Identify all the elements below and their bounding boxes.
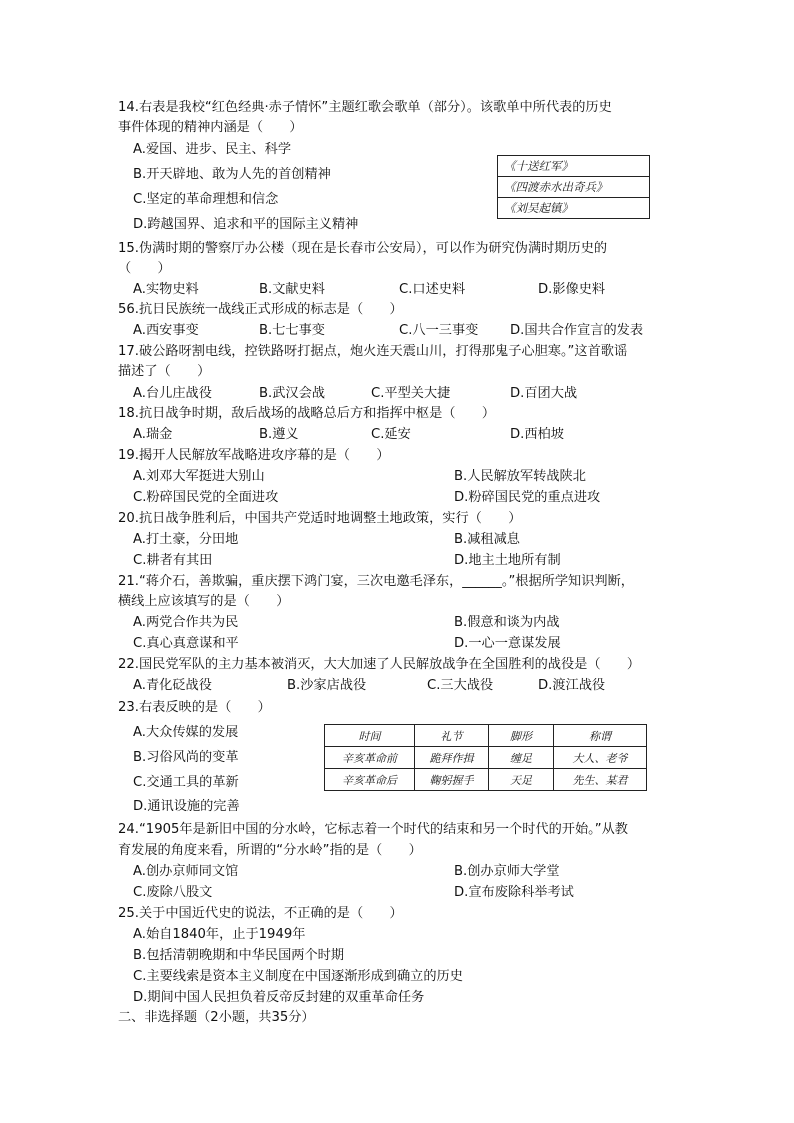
q25-option-b: B.包括清朝晚期和中华民国两个时期: [133, 948, 345, 963]
q17-option-b: B.武汉会战: [259, 386, 325, 401]
table-header: 时间: [325, 725, 415, 747]
q14-song: 《十送红军》: [498, 156, 650, 177]
table-cell: 辛亥革命前: [325, 747, 415, 769]
table-cell: 缠足: [489, 747, 554, 769]
q23-stem: 23.右表反映的是（ ）: [118, 700, 271, 715]
q15-option-c: C.口述史料: [399, 282, 466, 297]
q22-option-a: A.青化砭战役: [133, 678, 212, 693]
q21-option-b: B.假意和谈为内战: [454, 615, 560, 630]
q15-option-d: D.影像史料: [538, 282, 606, 297]
q14-option-b: B.开天辟地、敢为人先的首创精神: [133, 167, 331, 182]
table-header: 脚形: [489, 725, 554, 747]
q19-option-c: C.粉碎国民党的全面进攻: [133, 490, 279, 505]
q15-option-b: B.文献史料: [259, 282, 325, 297]
table-cell: 辛亥革命后: [325, 769, 415, 791]
q24-stem-line1: 24.“1905年是新旧中国的分水岭，它标志着一个时代的结束和另一个时代的开始。”从教: [118, 822, 628, 837]
q18-option-c: C.延安: [371, 427, 411, 442]
q19-stem: 19.揭开人民解放军战略进攻序幕的是（ ）: [118, 448, 390, 463]
q16-stem: 56.抗日民族统一战线正式形成的标志是（ ）: [118, 302, 403, 317]
q20-option-b: B.减租减息: [454, 532, 520, 547]
table-cell: 跪拜作揖: [415, 747, 489, 769]
q22-option-d: D.渡江战役: [538, 678, 606, 693]
q15-option-a: A.实物史料: [133, 282, 199, 297]
q16-option-c: C.八一三事变: [399, 323, 479, 338]
q22-stem: 22.国民党军队的主力基本被消灭，大大加速了人民解放战争在全国胜利的战役是（ ）: [118, 657, 641, 672]
q25-stem: 25.关于中国近代史的说法，不正确的是（ ）: [118, 906, 403, 921]
section-two-heading: 二、非选择题（2小题，共35分）: [118, 1010, 315, 1025]
q17-option-a: A.台儿庄战役: [133, 386, 212, 401]
q24-stem-line2: 育发展的角度来看，所谓的“分水岭”指的是（ ）: [118, 843, 422, 858]
q24-option-a: A.创办京师同文馆: [133, 864, 239, 879]
q17-stem-line1: 17.破公路呀割电线，控铁路呀打据点，炮火连天震山川，打得那鬼子心胆寒。”这首歌谣: [118, 344, 628, 359]
q15-stem-line1: 15.伪满时期的警察厅办公楼（现在是长春市公安局），可以作为研究伪满时期历史的: [118, 241, 608, 256]
q21-stem-line1: 21.“蒋介石，善欺骗，重庆摆下鸿门宴，三次电邀毛泽东，______。”根据所学知识判断，: [118, 574, 634, 589]
table-cell: 天足: [489, 769, 554, 791]
q14-stem-line1: 14.右表是我校“红色经典·赤子情怀”主题红歌会歌单（部分）。该歌单中所代表的历史: [118, 100, 612, 115]
q20-option-d: D.地主土地所有制: [454, 553, 561, 568]
q25-option-a: A.始自1840年，止于1949年: [133, 927, 306, 942]
q18-option-d: D.西柏坡: [510, 427, 564, 442]
q18-option-b: B.遵义: [259, 427, 299, 442]
q24-option-c: C.废除八股文: [133, 885, 213, 900]
q21-option-d: D.一心一意谋发展: [454, 636, 561, 651]
q23-option-b: B.习俗风尚的变革: [133, 750, 239, 765]
q20-option-a: A.打土豪，分田地: [133, 532, 239, 547]
q17-option-d: D.百团大战: [510, 386, 578, 401]
q25-option-c: C.主要线索是资本主义制度在中国逐渐形成到确立的历史: [133, 969, 463, 984]
table-header: 礼节: [415, 725, 489, 747]
q14-option-d: D.跨越国界、追求和平的国际主义精神: [133, 217, 359, 232]
q14-stem-line2: 事件体现的精神内涵是（ ）: [118, 120, 303, 135]
q14-song: 《刘吴起镇》: [498, 198, 650, 219]
q17-stem-line2: 描述了（ ）: [118, 364, 211, 379]
q19-option-b: B.人民解放军转战陕北: [454, 469, 586, 484]
q19-option-a: A.刘邓大军挺进大别山: [133, 469, 265, 484]
q23-customs-table: [324, 724, 647, 791]
table-cell: 鞠躬握手: [415, 769, 489, 791]
q17-option-c: C.平型关大捷: [371, 386, 451, 401]
q24-option-b: B.创办京师大学堂: [454, 864, 560, 879]
q16-option-d: D.国共合作宣言的发表: [510, 323, 644, 338]
q23-option-a: A.大众传媒的发展: [133, 725, 239, 740]
q16-option-b: B.七七事变: [259, 323, 325, 338]
table-cell: 大人、老爷: [554, 747, 647, 769]
q23-option-d: D.通讯设施的完善: [133, 799, 240, 814]
q25-option-d: D.期间中国人民担负着反帝反封建的双重革命任务: [133, 990, 425, 1005]
q20-option-c: C.耕者有其田: [133, 553, 213, 568]
q18-stem: 18.抗日战争时期，敌后战场的战略总后方和指挥中枢是（ ）: [118, 406, 496, 421]
q21-option-c: C.真心真意谋和平: [133, 636, 239, 651]
q14-song-table: [497, 155, 650, 219]
q19-option-d: D.粉碎国民党的重点进攻: [454, 490, 601, 505]
table-header: 称谓: [554, 725, 647, 747]
q15-stem-line2: （ ）: [118, 261, 171, 276]
q21-stem-line2: 横线上应该填写的是（ ）: [118, 594, 290, 609]
q16-option-a: A.西安事变: [133, 323, 199, 338]
q21-option-a: A.两党合作共为民: [133, 615, 239, 630]
q23-option-c: C.交通工具的革新: [133, 775, 239, 790]
q24-option-d: D.宣布废除科举考试: [454, 885, 574, 900]
q14-song: 《四渡赤水出奇兵》: [498, 177, 650, 198]
q20-stem: 20.抗日战争胜利后，中国共产党适时地调整土地政策，实行（ ）: [118, 511, 522, 526]
q18-option-a: A.瑞金: [133, 427, 173, 442]
q22-option-c: C.三大战役: [427, 678, 494, 693]
q14-option-a: A.爱国、进步、民主、科学: [133, 142, 292, 157]
q14-option-c: C.坚定的革命理想和信念: [133, 192, 279, 207]
q22-option-b: B.沙家店战役: [287, 678, 367, 693]
table-cell: 先生、某君: [554, 769, 647, 791]
